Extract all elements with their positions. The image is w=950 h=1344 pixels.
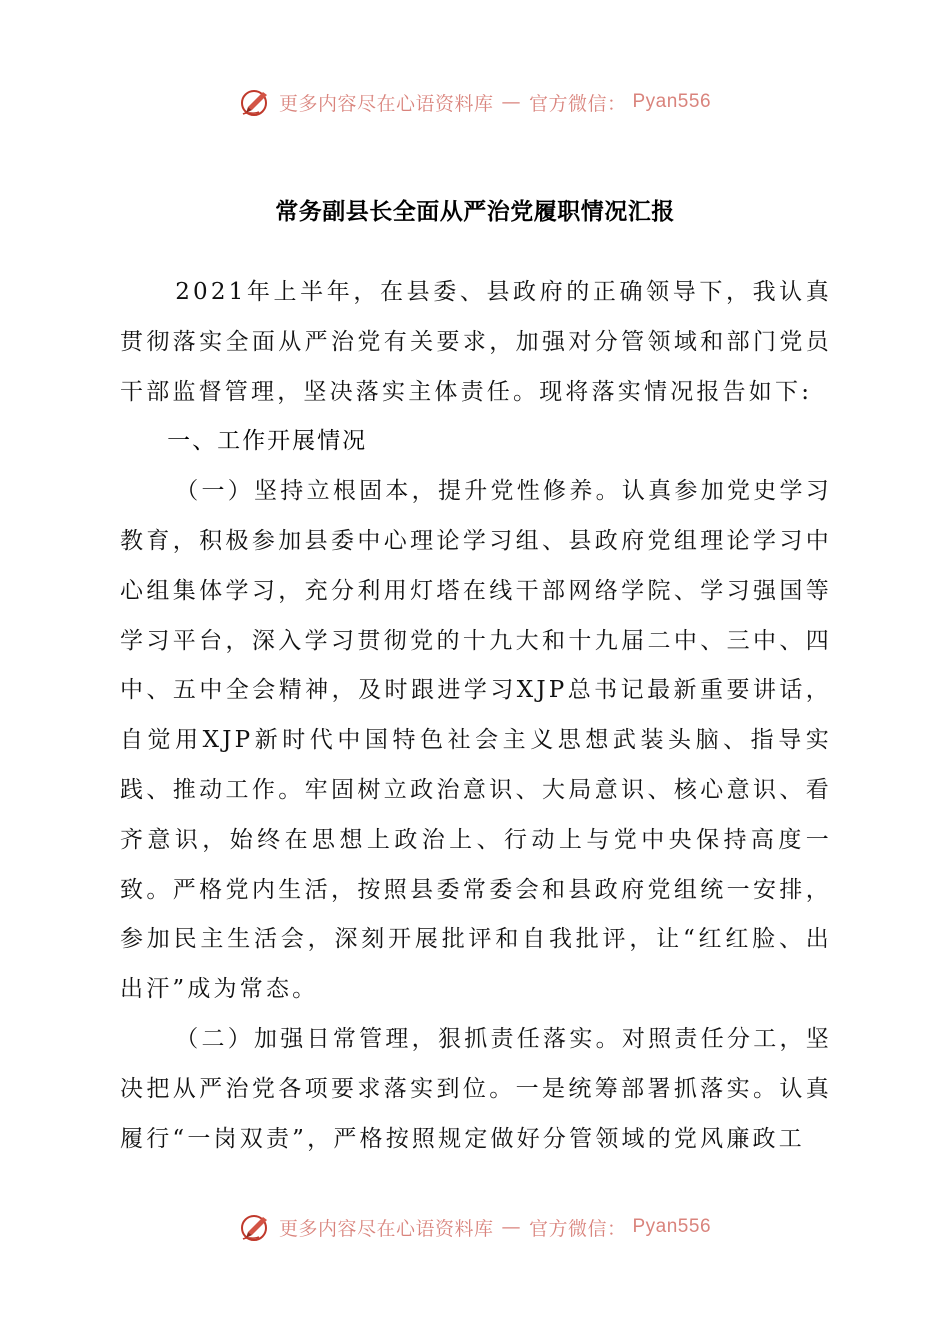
intro-paragraph: 2021年上半年，在县委、县政府的正确领导下，我认真贯彻落实全面从严治党有关要求，加强对分管领域和部门党员干部监督管理，坚决落实主体责任。现将落实情况报告如下: [120,279,832,405]
watermark-text: 更多内容尽在心语资料库 [278,1217,494,1240]
watermark-label: 官方微信： [528,92,627,115]
watermark-label: 官方微信： [528,1217,627,1240]
watermark-footer [0,1210,950,1244]
pen-logo-icon [239,1210,273,1244]
watermark-id: Pyan556 [632,1216,712,1237]
pen-logo-icon [239,85,273,119]
paragraph-1: （一）坚持立根固本，提升党性修养。认真参加党史学习教育，积极参加县委中心理论学习组、县政府党组理论学习中心组集体学习，充分利用灯塔在线干部网络学院、学习强国等学习平台，深入学习贯彻党的十九大和十九届二中、三中、四中、五中全会精神，及时跟进学习XJP总书记最新重要讲话，自觉用XJP新时代中国特色社会主义思想武装头脑、指导实践、推动工作。牢固树立政治意识、大局意识、核心意识、看齐意识，始终在思想上政治上、行动上与党中央保持高度一致。严格党内生活，按照县委常委会和县政府党组统一安排，参加民主生活会，深刻开展批评和自我批评，让“红红脸、出出汗”成为常态。 [120,478,832,1003]
section-heading: 一、工作开展情况 [167,428,368,455]
document-title: 常务副县长全面从严治党履职情况汇报 [275,198,675,225]
paragraph-2: （二）加强日常管理，狠抓责任落实。对照责任分工，坚决把从严治党各项要求落实到位。一是统筹部署抓落实。认真履行“一岗双责”，严格按照规定做好分管领域的党风廉政工 [120,1025,832,1152]
watermark-separator: — [501,91,521,113]
watermark-header [0,85,950,119]
document-body [120,268,832,1164]
watermark-text: 更多内容尽在心语资料库 [278,92,494,115]
watermark-separator: — [501,1216,521,1238]
watermark-id: Pyan556 [632,91,712,112]
